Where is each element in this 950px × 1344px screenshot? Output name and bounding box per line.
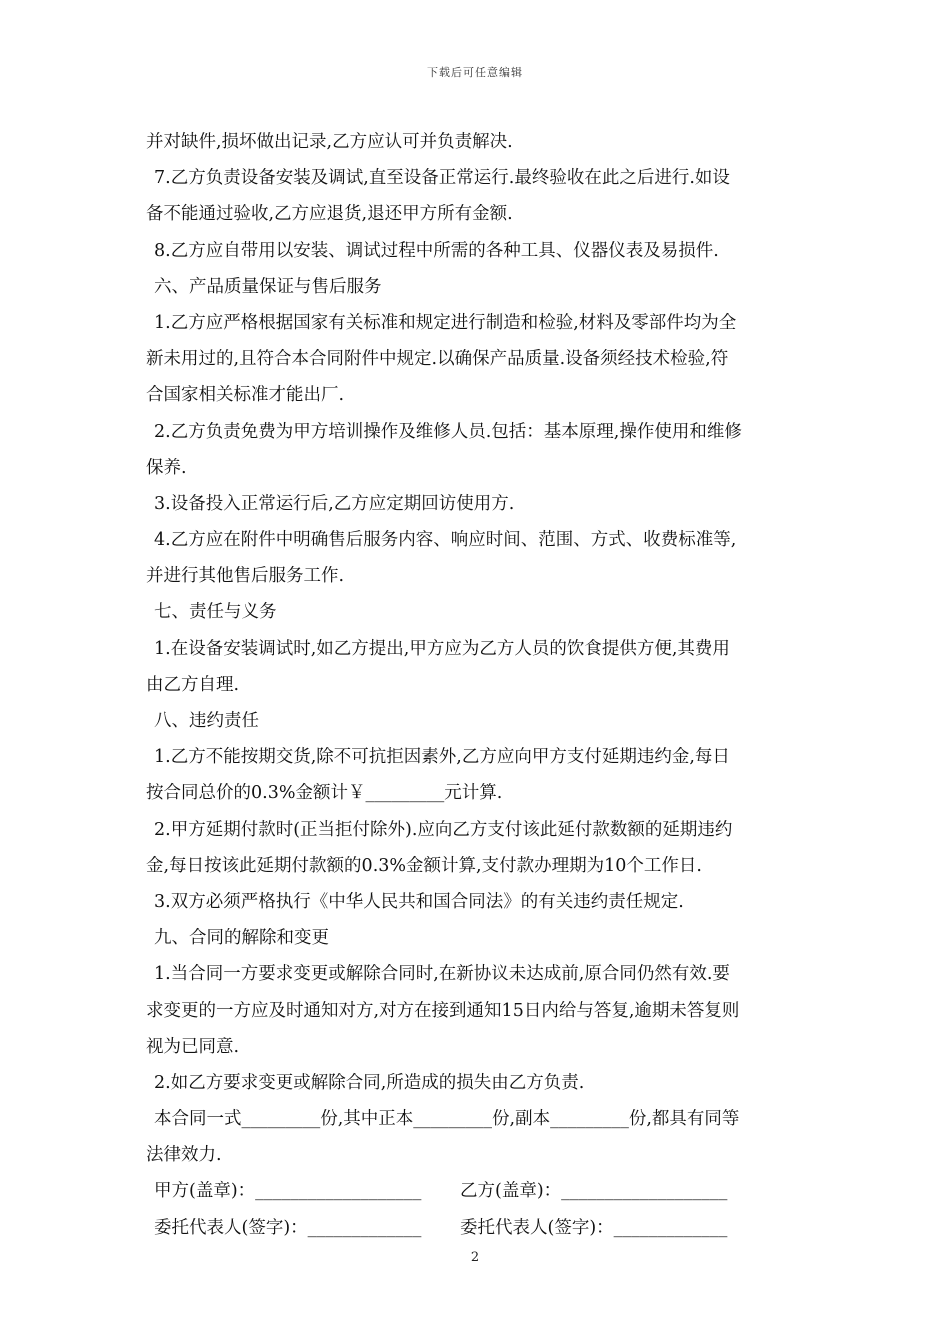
- section-heading: 九、合同的解除和变更: [154, 928, 329, 949]
- text-line: 本合同一式_________份,其中正本_________份,副本_________份,都具有同等: [154, 1109, 740, 1130]
- section-heading: 七、责任与义务: [154, 602, 277, 623]
- text-line: 求变更的一方应及时通知对方,对方在接到通知15日内给与答复,逾期未答复则: [146, 1000, 740, 1021]
- text-line: 视为已同意.: [146, 1036, 240, 1057]
- party-b-representative-field: 委托代表人(签字)：_____________: [460, 1217, 728, 1238]
- text-line: 新未用过的,且符合本合同附件中规定.以确保产品质量.设备须经技术检验,符: [146, 349, 729, 370]
- text-line: 由乙方自理.: [146, 674, 240, 695]
- text-line: 合国家相关标准才能出厂.: [146, 385, 345, 406]
- page-number: 2: [470, 1250, 480, 1265]
- section-heading: 八、违约责任: [154, 711, 259, 731]
- signature-row-representative: [146, 1210, 810, 1246]
- text-line: 按合同总价的0.3%金额计￥_________元计算.: [146, 783, 503, 804]
- party-b-seal-field: 乙方(盖章)：___________________: [460, 1181, 728, 1202]
- contract-body: [146, 124, 810, 1246]
- text-line: 保养.: [146, 457, 187, 478]
- text-line: 4.乙方应在附件中明确售后服务内容、响应时间、范围、方式、收费标准等,: [154, 530, 737, 551]
- text-line: 2.乙方负责免费为甲方培训操作及维修人员.包括：基本原理,操作使用和维修: [154, 421, 742, 442]
- text-line: 3.双方必须严格执行《中华人民共和国合同法》的有关违约责任规定.: [154, 891, 684, 912]
- text-line: 8.乙方应自带用以安装、调试过程中所需的各种工具、仪器仪表及易损件.: [154, 240, 719, 261]
- header-note: 下载后可任意编辑: [427, 66, 523, 79]
- text-line: 1.当合同一方要求变更或解除合同时,在新协议未达成前,原合同仍然有效.要: [154, 964, 730, 985]
- party-a-representative-field: 委托代表人(签字)：_____________: [154, 1217, 422, 1238]
- signature-row-seal: [146, 1173, 810, 1209]
- text-line: 2.甲方延期付款时(正当拒付除外).应向乙方支付该此延付款数额的延期违约: [154, 819, 733, 840]
- text-line: 7.乙方负责设备安装及调试,直至设备正常运行.最终验收在此之后进行.如设: [154, 168, 730, 189]
- text-line: 1.乙方应严格根据国家有关标准和规定进行制造和检验,材料及零部件均为全: [154, 312, 737, 333]
- text-line: 并进行其他售后服务工作.: [146, 566, 345, 587]
- section-heading: 六、产品质量保证与售后服务: [154, 276, 382, 297]
- text-line: 并对缺件,损坏做出记录,乙方应认可并负责解决.: [146, 132, 513, 152]
- text-line: 2.如乙方要求变更或解除合同,所造成的损失由乙方负责.: [154, 1072, 585, 1093]
- text-line: 备不能通过验收,乙方应退货,退还甲方所有金额.: [146, 204, 513, 225]
- party-a-seal-field: 甲方(盖章)：___________________: [154, 1181, 422, 1202]
- text-line: 法律效力.: [146, 1145, 222, 1166]
- text-line: 3.设备投入正常运行后,乙方应定期回访使用方.: [154, 493, 515, 514]
- text-line: 金,每日按该此延期付款额的0.3%金额计算,支付款办理期为10个工作日.: [146, 855, 702, 876]
- text-line: 1.乙方不能按期交货,除不可抗拒因素外,乙方应向甲方支付延期违约金,每日: [154, 747, 730, 768]
- text-line: 1.在设备安装调试时,如乙方提出,甲方应为乙方人员的饮食提供方便,其费用: [154, 638, 730, 659]
